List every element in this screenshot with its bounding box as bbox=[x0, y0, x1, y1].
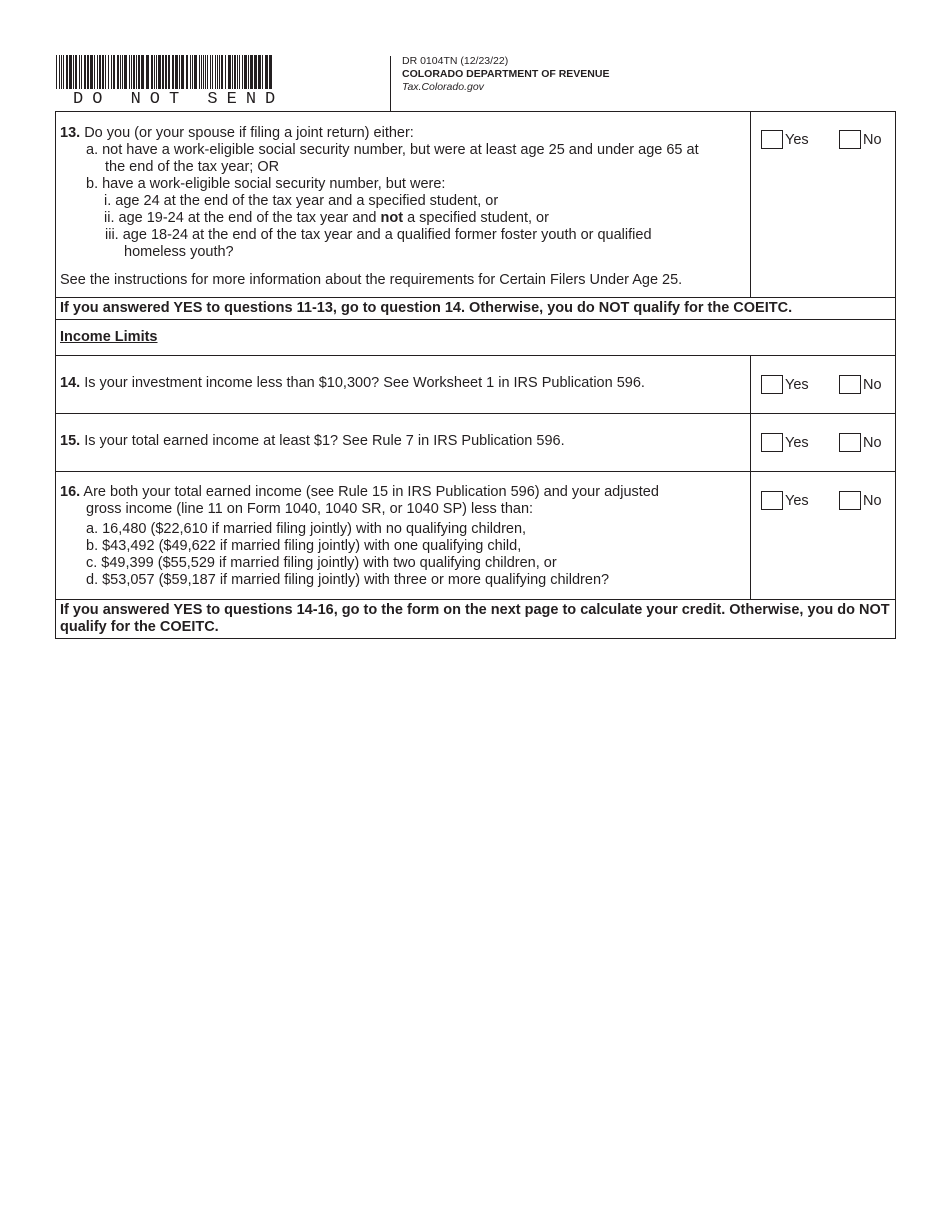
instruction-row-1 bbox=[56, 298, 895, 320]
q15-no-option[interactable] bbox=[839, 433, 882, 452]
q16-thresholds bbox=[60, 521, 744, 589]
q14-no-checkbox[interactable] bbox=[839, 375, 861, 394]
q13-no-option[interactable] bbox=[839, 130, 882, 149]
question-15-row bbox=[56, 414, 895, 472]
question-number: 16. bbox=[60, 484, 81, 500]
section-heading: Income Limits bbox=[60, 329, 158, 345]
question-13-prompt: Do you (or your spouse if filing a joint return) either: bbox=[84, 125, 414, 141]
no-label: No bbox=[863, 434, 882, 451]
no-label: No bbox=[863, 376, 882, 393]
question-14-text bbox=[56, 356, 750, 413]
no-label: No bbox=[863, 131, 882, 148]
question-14-prompt: Is your investment income less than $10,300? See Worksheet 1 in IRS Publication 596. bbox=[84, 375, 645, 391]
header-divider bbox=[390, 56, 391, 111]
question-15-prompt: Is your total earned income at least $1? See Rule 7 in IRS Publication 596. bbox=[84, 433, 565, 449]
question-16-row bbox=[56, 472, 895, 600]
q13-yes-checkbox[interactable] bbox=[761, 130, 783, 149]
yes-label: Yes bbox=[785, 492, 809, 509]
q15-no-checkbox[interactable] bbox=[839, 433, 861, 452]
department-name: COLORADO DEPARTMENT OF REVENUE bbox=[402, 68, 610, 80]
q16-no-option[interactable] bbox=[839, 491, 882, 510]
question-14-answers bbox=[750, 356, 895, 413]
q16-threshold-b: b. $43,492 ($49,622 if married filing jointly) with one qualifying child, bbox=[86, 538, 522, 554]
question-16-prompt-line1: Are both your total earned income (see Rule 15 in IRS Publication 596) and your adjusted bbox=[83, 484, 659, 500]
instruction-2: If you answered YES to questions 14-16, go to the form on the next page to calculate your credit. Otherwise, you do NOT qualify for the COEITC. bbox=[60, 602, 890, 635]
question-13-text bbox=[56, 112, 750, 297]
q16-threshold-a: a. 16,480 ($22,610 if married filing jointly) with no qualifying children, bbox=[86, 521, 527, 537]
q16-no-checkbox[interactable] bbox=[839, 491, 861, 510]
eligibility-form bbox=[55, 111, 896, 639]
question-16-text bbox=[56, 472, 750, 599]
question-16-prompt-line2: gross income (line 11 on Form 1040, 1040 SR, or 1040 SP) less than: bbox=[86, 501, 534, 517]
q13-option-b: b. have a work-eligible social security number, but were: bbox=[86, 176, 446, 192]
q13-yes-option[interactable] bbox=[761, 130, 809, 149]
q16-threshold-d: d. $53,057 ($59,187 if married filing jointly) with three or more qualifying children? bbox=[86, 572, 610, 588]
question-number: 14. bbox=[60, 375, 81, 391]
q13-option-b-i: i. age 24 at the end of the tax year and a specified student, or bbox=[104, 193, 499, 209]
form-header-info bbox=[402, 55, 609, 94]
section-heading-row bbox=[56, 320, 895, 356]
q13-no-checkbox[interactable] bbox=[839, 130, 861, 149]
question-13-answers bbox=[750, 112, 895, 297]
question-number: 13. bbox=[60, 125, 81, 141]
form-id: DR 0104TN (12/23/22) bbox=[402, 55, 509, 67]
q14-no-option[interactable] bbox=[839, 375, 882, 394]
question-14-row bbox=[56, 356, 895, 414]
q13-option-a-line2: the end of the tax year; OR bbox=[105, 159, 280, 175]
q16-threshold-c: c. $49,399 ($55,529 if married filing jointly) with two qualifying children, or bbox=[86, 555, 557, 571]
barcode-icon bbox=[56, 55, 276, 89]
yes-label: Yes bbox=[785, 376, 809, 393]
q13-option-b-iii: iii. age 18-24 at the end of the tax year and a qualified former foster youth or qualified homeless youth? bbox=[105, 227, 652, 260]
q16-yes-checkbox[interactable] bbox=[761, 491, 783, 510]
instruction-1: If you answered YES to questions 11-13, go to question 14. Otherwise, you do NOT qualify for the COEITC. bbox=[60, 300, 793, 316]
q13-option-b-ii: ii. age 19-24 at the end of the tax year and not a specified student, or bbox=[104, 210, 549, 226]
question-16-answers bbox=[750, 472, 895, 599]
website: Tax.Colorado.gov bbox=[402, 81, 484, 93]
question-15-answers bbox=[750, 414, 895, 471]
yes-label: Yes bbox=[785, 131, 809, 148]
instruction-row-2 bbox=[56, 600, 895, 638]
question-13-row bbox=[56, 112, 895, 298]
q14-yes-option[interactable] bbox=[761, 375, 809, 394]
q13-note: See the instructions for more information about the requirements for Certain Filers Under Age 25. bbox=[60, 272, 683, 288]
question-number: 15. bbox=[60, 433, 81, 449]
q15-yes-checkbox[interactable] bbox=[761, 433, 783, 452]
no-label: No bbox=[863, 492, 882, 509]
do-not-send-caption: DO NOT SEND bbox=[73, 90, 285, 109]
q15-yes-option[interactable] bbox=[761, 433, 809, 452]
question-15-text bbox=[56, 414, 750, 471]
yes-label: Yes bbox=[785, 434, 809, 451]
q16-yes-option[interactable] bbox=[761, 491, 809, 510]
q13-option-a-line1: a. not have a work-eligible social security number, but were at least age 25 and under age 65 at bbox=[86, 142, 699, 158]
q14-yes-checkbox[interactable] bbox=[761, 375, 783, 394]
barcode-block bbox=[56, 55, 285, 109]
